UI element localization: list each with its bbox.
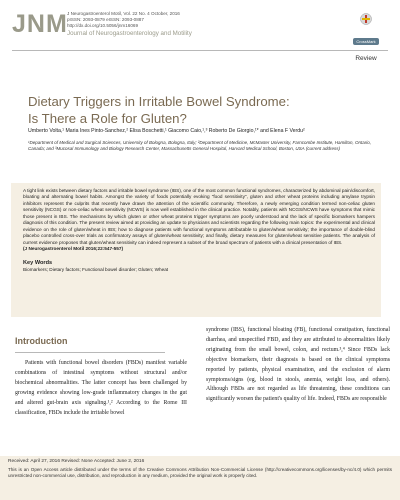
abstract-text	[23, 188, 375, 253]
affiliations: ¹Department of Medical and Surgical Sciences, University of Bologna, Bologna, Italy; ²Department of Medicine, McMaster University, Farncombe Institute, Hamilton, Ontario, Canada; and ³Mucosal Immunology and Biology Research Center, Massachusetts General Hospital, Harvard Medical School, Boston, USA (current address)	[28, 140, 372, 152]
article-title	[28, 93, 368, 127]
meta-issn: pISSN: 2093-0879 eISSN: 2093-0887	[67, 17, 144, 23]
title-line-1: Dietary Triggers in Irritable Bowel Syndrome:	[28, 94, 290, 109]
license-notice: This is an Open Access article distributed under the terms of the Creative Commons Attribution Non-Commercial License (http://creativecommons.org/licenses/by-nc/4.0) which permits unrestricted non-commercial use, distribution, and reproduction in any medium, provided the original work is properly cited.	[8, 467, 392, 479]
body-column-left	[15, 336, 187, 418]
abstract-box	[11, 183, 381, 317]
journal-logo: JNM	[12, 10, 68, 38]
section-divider	[15, 352, 165, 353]
page-footer	[0, 456, 400, 500]
journal-meta	[67, 11, 192, 38]
journal-name: Journal of Neurogastroenterology and Motility	[67, 29, 192, 37]
meta-volume: J Neurogastroenterol Motil, Vol. 22 No. 4 October, 2016	[67, 11, 180, 16]
abstract-body: A tight link exists between dietary factors and irritable bowel syndrome (IBS), one of the most common functional syndromes, characterized by abdominal pain/discomfort, bloating and alternating bowel habits. Amongst the variety of foods potentially evoking "food sensitivity", gluten and other wheat proteins including amylase trypsin inhibitors represent the culprits that recently have drawn the attention of the scientific community. Therefore, a newly emerging condition termed non-celiac gluten sensitivity (NCGS) or non-celiac wheat sensitivity (NCWS) is now well established in the clinical practice. Notably, patients with NCGS/NCWS have symptoms that mimic those present in IBS. The mechanisms by which gluten or other wheat proteins trigger symptoms are poorly understood and the lack of specific biomarkers hampers diagnosis of this condition. The present review aimed at providing an update to physicians and scientists regarding the following main topics: the experimental and clinical evidence on the role of gluten/wheat in IBS; how to diagnose patients with functional symptoms attributable to gluten/wheat sensitivity; the importance of double-blind placebo controlled cross-over trials as confirmatory assays of gluten/wheat sensitivity; and finally, dietary measures for gluten/wheat sensitive patients. The analysis of current evidence proposes that gluten/wheat sensitivity can indeed represent a subset of the broad spectrum of patients with a clinical presentation of IBS.	[23, 188, 375, 245]
crossmark-icon	[360, 13, 372, 25]
keywords-list: Biomarkers; Dietary factors; Functional bowel disorder; Gluten; Wheat	[23, 266, 169, 272]
keywords-heading: Key Words	[23, 259, 53, 266]
crossmark-label: CrossMark	[353, 38, 378, 45]
journal-header	[12, 8, 388, 62]
body-column-right	[206, 326, 390, 405]
article-dates: Received: April 27, 2016 Revised: None Accepted: June 2, 2016	[8, 459, 145, 464]
meta-doi[interactable]: http://dx.doi.org/10.5056/jnm16069	[67, 23, 138, 29]
header-divider	[12, 50, 388, 51]
section-heading-introduction: Introduction	[15, 336, 68, 346]
intro-paragraph-left: Patients with functional bowel disorders (FBDs) manifest variable combinations of intestinal symptoms without structural and/or biochemical abnormalities. The latter concept has been challenged by growing evidence showing low-grade inflammatory changes in the gut and altered gut-brain axis signaling.¹,² According to the Rome III classification, FBDs include the irritable bowel	[15, 360, 187, 416]
article-type: Review	[355, 55, 377, 62]
title-line-2: Is There a Role for Gluten?	[28, 111, 187, 126]
author-list: Umberto Volta,¹ Maria Ines Pinto-Sanchez,² Elisa Boschetti,¹ Giacomo Caio,¹,³ Roberto De Giorgio,¹* and Elena F Verdu²	[28, 128, 305, 134]
abstract-citation: (J Neurogastroenterol Motil 2016;22:547-557)	[23, 246, 124, 252]
intro-paragraph-right: syndrome (IBS), functional bloating (FB), functional constipation, functional diarrhea, and unspecified FBD, and they are attributed to abnormalities likely originating from the small bowel, colon, and rectum.³,⁴ Since FBDs lack objective biomarkers, their diagnosis is based on the clinical symptoms reported by patients, physical examination, and the exclusion of alarm symptoms/signs (eg, blood in stools, anemia, weight loss, and others). Although FBDs are not regarded as life threatening, these conditions can significantly worsen the patient's quality of life. Indeed, FBDs are responsible	[206, 327, 390, 403]
crossmark[interactable]	[348, 12, 384, 62]
